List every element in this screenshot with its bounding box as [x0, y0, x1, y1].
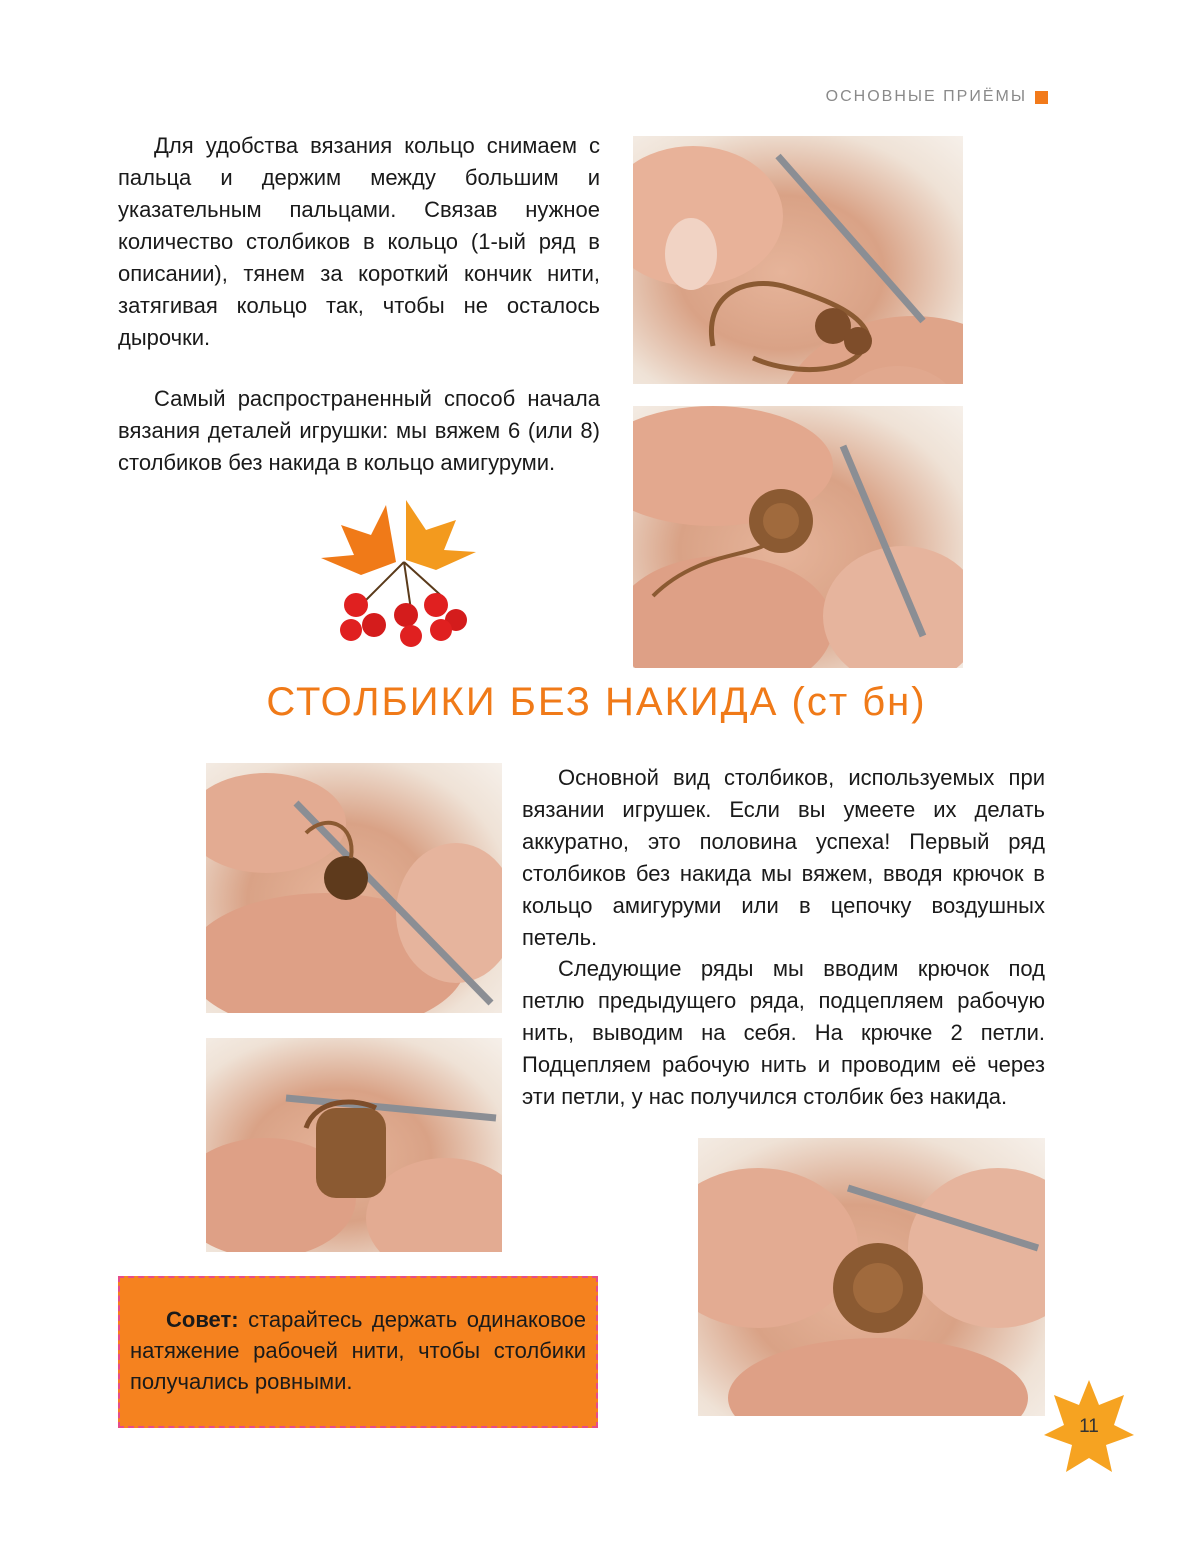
page-number-leaf: [1044, 1380, 1134, 1480]
photo-hook-insert: [206, 763, 502, 1013]
paragraph-basic-stitch: Основной вид столбиков, используемых при вязании игрушек. Если вы умеете их делать аккуратно, это половина успеха! Первый ряд столбиков без накида мы вяжем, вводя крючок в кольцо амигуруми или в цепочку воздушных петель.: [522, 765, 1045, 950]
section-name: ОСНОВНЫЕ ПРИЁМЫ: [825, 88, 1027, 105]
tip-text: [130, 1304, 586, 1397]
section-title: СТОЛБИКИ БЕЗ НАКИДА (ст бн): [266, 680, 927, 724]
page-number: 11: [1079, 1416, 1099, 1437]
photo-stitch-rows: [206, 1038, 502, 1252]
paragraph-common-method: Самый распространенный способ начала вязания деталей игрушки: мы вяжем 6 (или 8) столбиков без накида в кольцо амигуруми.: [118, 386, 600, 475]
photo-amigurumi-ring: [633, 406, 963, 668]
tip-label: Совет:: [166, 1307, 239, 1332]
running-header: [826, 88, 1048, 106]
header-square-icon: [1035, 91, 1048, 104]
photo-ring-on-hook: [633, 136, 963, 384]
paragraph-next-rows: Следующие ряды мы вводим крючок под петлю предыдущего ряда, подцепляем рабочую нить, выводим на себя. На крючке 2 петли. Подцепляем рабочую нить и проводим её через эти петли, у нас получился столбик без накида.: [522, 956, 1045, 1109]
tip-body: старайтесь держать одинаковое натяжение рабочей нити, чтобы столбики получались ровными.: [130, 1307, 586, 1394]
photo-finished-stitch: [698, 1138, 1045, 1416]
paragraph-ring-hold: Для удобства вязания кольцо снимаем с пальца и держим между большим и указательным пальцами. Связав нужное количество столбиков в кольцо (1-ый ряд в описании), тянем за короткий кончик нити, затягивая кольцо так, чтобы не осталось дырочки.: [118, 133, 600, 350]
rowan-berries-decoration: [316, 500, 506, 650]
tip-box: [118, 1276, 598, 1428]
